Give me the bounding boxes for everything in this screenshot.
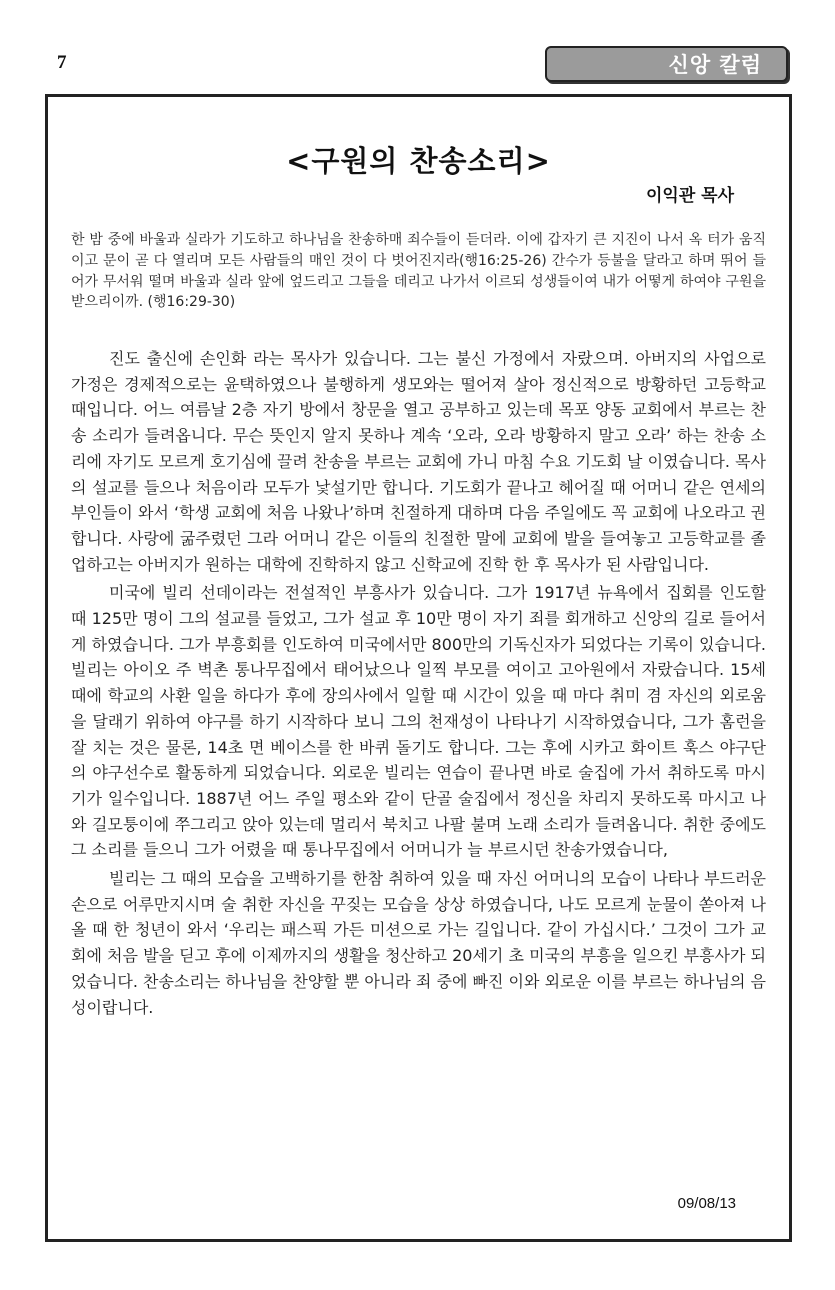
page-number: 7 (57, 52, 67, 73)
column-label: 신앙 칼럼 (668, 53, 762, 77)
article-date: 09/08/13 (677, 1195, 736, 1212)
article-frame (45, 94, 792, 1242)
article-author: 이익관 목사 (645, 186, 734, 206)
column-tab (545, 46, 788, 82)
scripture-quote: 한 밤 중에 바울과 실라가 기도하고 하나님을 찬송하매 죄수들이 듣더라. 이에 갑자기 큰 지진이 나서 옥 터가 움직이고 문이 곧 다 열리며 모든 사람들의 매인 것이 다 벗어진지라(행16:25-26) 간수가 등불을 달라고 하며 뛰어 들어가 무서워 떨며 바울과 실라 앞에 엎드리고 그들을 데리고 나가서 이르되 성생들이여 내가 어떻게 하여야 구원을 받으리이까. (행16:29-30) (71, 232, 766, 311)
article-body (71, 346, 766, 1023)
article-title: <구원의 찬송소리> (286, 144, 551, 178)
body-paragraph: 진도 출신에 손인화 라는 목사가 있습니다. 그는 불신 가정에서 자랐으며. 아버지의 사업으로 가정은 경제적으로는 윤택하였으나 불행하게 생모와는 떨어져 살아 정신적으로 방황하던 고등학교 때입니다. 어느 여름날 2층 자기 방에서 창문을 열고 공부하고 있는데 목포 양동 교회에서 부르는 찬송 소리가 들려옵니다. 무슨 뜻인지 알지 못하나 계속 ‘오라, 오라 방황하지 말고 오라’ 하는 찬송 소리에 자기도 모르게 호기심에 끌려 찬송을 부르는 교회에 가니 마침 수요 기도회 날 이였습니다. 목사의 설교를 들으나 처음이라 모두가 낯설기만 합니다. 기도회가 끝나고 헤어질 때 어머니 같은 연세의 부인들이 와서 ‘학생 교회에 처음 나왔나’하며 친절하게 대하며 다음 주일에도 꼭 교회에 나오라고 권합니다. 사랑에 굶주렸던 그라 어머니 같은 이들의 친절한 말에 교회에 발을 들여놓고 고등학교를 졸업하고는 아버지가 원하는 대학에 진학하지 않고 신학교에 진학 한 후 목사가 된 사람입니다. (71, 349, 766, 574)
body-paragraph: 미국에 빌리 선데이라는 전설적인 부흥사가 있습니다. 그가 1917년 뉴욕에서 집회를 인도할 때 125만 명이 그의 설교를 들었고, 그가 설교 후 10만 명이 자기 죄를 회개하고 신앙의 길로 들어서게 하였습니다. 그가 부흥회를 인도하여 미국에서만 800만의 기독신자가 되었다는 기록이 있습니다. 빌리는 아이오 주 벽촌 통나무집에서 태어났으나 일찍 부모를 여이고 고아원에서 자랐습니다. 15세 때에 학교의 사환 일을 하다가 후에 장의사에서 일할 때 시간이 있을 때 마다 취미 겸 자신의 외로움을 달래기 위하여 야구를 하기 시작하다 보니 그의 천재성이 나타나기 시작하였습니다, 그가 홈런을 잘 치는 것은 물론, 14초 면 베이스를 한 바퀴 돌기도 합니다. 그는 후에 시카고 화이트 훅스 야구단의 야구선수로 활동하게 되었습니다. 외로운 빌리는 연습이 끝나면 바로 술집에 가서 취하도록 마시기가 일수입니다. 1887년 어느 주일 평소와 같이 단골 술집에서 정신을 차리지 못하도록 마시고 나와 길모퉁이에 쭈그리고 앉아 있는데 멀리서 북치고 나팔 불며 노래 소리가 들려옵니다. 취한 중에도 그 소리를 들으니 그가 어렸을 때 통나무집에서 어머니가 늘 부르시던 찬송가였습니다, (71, 583, 766, 860)
body-paragraph: 빌리는 그 때의 모습을 고백하기를 한참 취하여 있을 때 자신 어머니의 모습이 나타나 부드러운 손으로 어루만지시며 술 취한 자신을 꾸짖는 모습을 상상 하였습니다, 나도 모르게 눈물이 쏟아져 나올 때 한 청년이 와서 ‘우리는 패스픽 가든 미션으로 가는 길입니다. 같이 가십시다.’ 그것이 그가 교회에 처음 발을 딛고 후에 이제까지의 생활을 청산하고 20세기 초 미국의 부흥을 일으킨 부흥사가 되었습니다. 찬송소리는 하나님을 찬양할 뿐 아니라 죄 중에 빠진 이와 외로운 이를 부르는 하나님의 음성이랍니다. (71, 869, 766, 1017)
